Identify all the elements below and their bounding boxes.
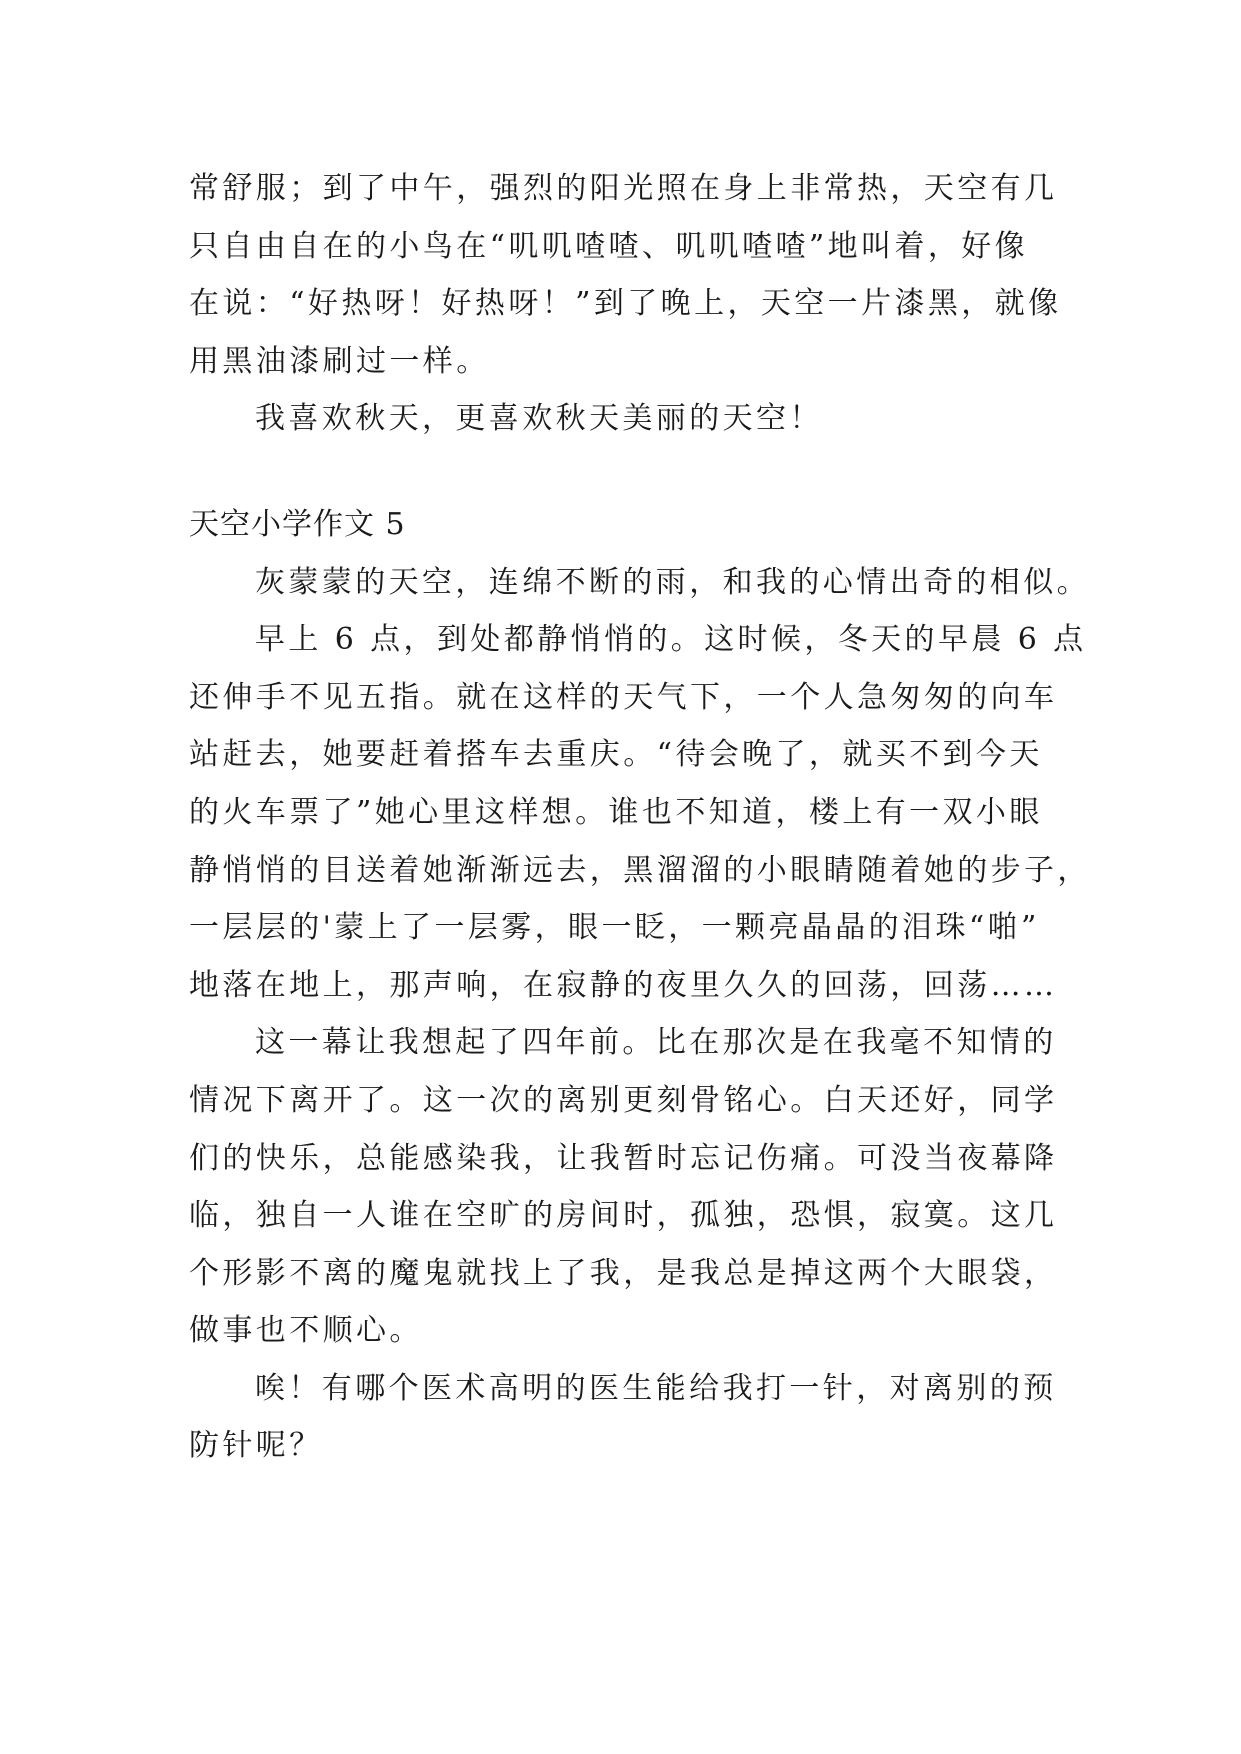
text-line: 还伸手不见五指。就在这样的天气下，一个人急匆匆的向车 bbox=[189, 679, 1058, 715]
essay-title: 天空小学作文 5 bbox=[189, 506, 406, 542]
text-line: 情况下离开了。这一次的离别更刻骨铭心。白天还好，同学 bbox=[189, 1082, 1058, 1118]
text-line: 这一幕让我想起了四年前。比在那次是在我毫不知情的 bbox=[255, 1025, 1057, 1061]
text-line: 唉！有哪个医术高明的医生能给我打一针，对离别的预 bbox=[255, 1370, 1057, 1406]
text-line: 灰蒙蒙的天空，连绵不断的雨，和我的心情出奇的相似。 bbox=[255, 564, 1090, 600]
text-line: 站赶去，她要赶着搭车去重庆。“待会晚了，就买不到今天 bbox=[189, 737, 1043, 773]
text-line: 常舒服；到了中午，强烈的阳光照在身上非常热，天空有几 bbox=[189, 171, 1058, 206]
text-line: 防针呢？ bbox=[189, 1428, 323, 1464]
text-line: 在说：“好热呀！好热呀！”到了晚上，天空一片漆黑，就像 bbox=[189, 286, 1062, 322]
text-line: 只自由自在的小鸟在“叽叽喳喳、叽叽喳喳”地叫着，好像 bbox=[189, 228, 1029, 264]
text-line: 做事也不顺心。 bbox=[189, 1313, 423, 1349]
text-line: 们的快乐，总能感染我，让我暂时忘记伤痛。可没当夜幕降 bbox=[189, 1140, 1058, 1176]
text-body bbox=[189, 160, 1091, 1475]
text-line: 地落在地上，那声响，在寂静的夜里久久的回荡，回荡…… bbox=[189, 967, 1058, 1003]
closing-line: 我喜欢秋天，更喜欢秋天美丽的天空！ bbox=[255, 401, 823, 437]
text-line: 静悄悄的目送着她渐渐远去，黑溜溜的小眼睛随着她的步子， bbox=[189, 852, 1091, 888]
text-line: 早上 6 点，到处都静悄悄的。这时候，冬天的早晨 6 点 bbox=[255, 622, 1087, 658]
text-line: 用黑油漆刷过一样。 bbox=[189, 343, 490, 379]
text-line: 的火车票了”她心里这样想。谁也不知道，楼上有一双小眼 bbox=[189, 794, 1043, 830]
text-line: 个形影不离的魔鬼就找上了我，是我总是掉这两个大眼袋， bbox=[189, 1255, 1058, 1291]
text-line: 一层层的'蒙上了一层雾，眼一眨，一颗亮晶晶的泪珠“啪” bbox=[189, 910, 1040, 946]
text-line: 临，独自一人谁在空旷的房间时，孤独，恐惧，寂寞。这几 bbox=[189, 1198, 1058, 1234]
section-gap bbox=[189, 448, 1059, 496]
